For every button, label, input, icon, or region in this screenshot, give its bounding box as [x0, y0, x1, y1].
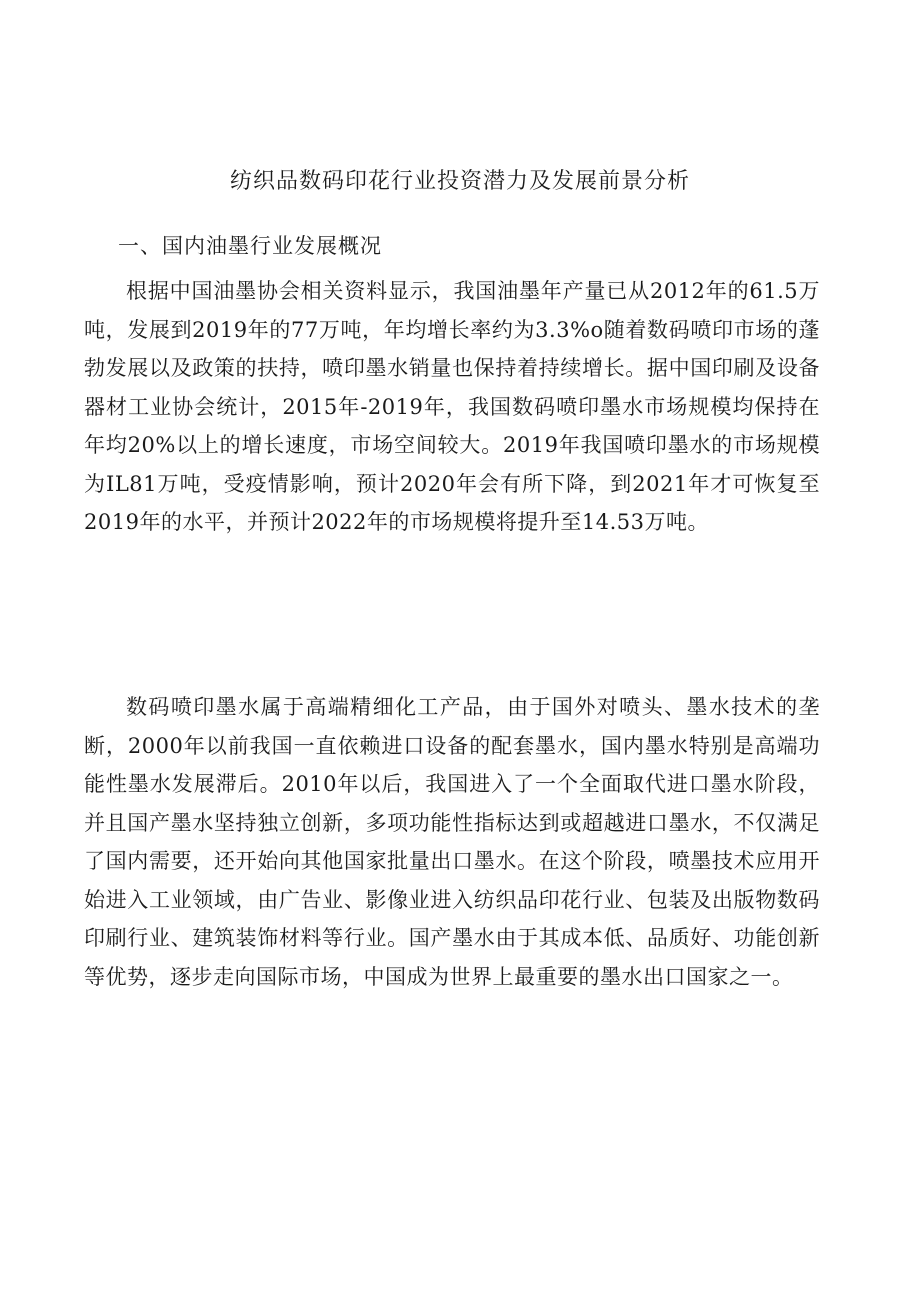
section-heading: 一、国内油墨行业发展概况: [118, 234, 382, 258]
document-title: 纺织品数码印花行业投资潜力及发展前景分析: [229, 169, 690, 194]
paragraph-ink-output: 根据中国油墨协会相关资料显示，我国油墨年产量已从2012年的61.5万吨，发展到2019年的77万吨，年均增长率约为3.3%o随着数码喷印市场的蓬勃发展以及政策的扶持，喷印墨水销量也保持着持续增长。据中国印刷及设备器材工业协会统计，2015年-2019年，我国数码喷印墨水市场规模均保持在年均20%以上的增长速度，市场空间较大。2019年我国喷印墨水的市场规模为IL81万吨，受疫情影响，预计2020年会有所下降，到2021年才可恢复至2019年的水平，并预计2022年的市场规模将提升至14.53万吨。: [84, 279, 820, 534]
paragraph-inkjet-development: 数码喷印墨水属于高端精细化工产品，由于国外对喷头、墨水技术的垄断，2000年以前我国一直依赖进口设备的配套墨水，国内墨水特别是高端功能性墨水发展滞后。2010年以后，我国进入了一个全面取代进口墨水阶段，并且国产墨水坚持独立创新，多项功能性指标达到或超越进口墨水，不仅满足了国内需要，还开始向其他国家批量出口墨水。在这个阶段，喷墨技术应用开始进入工业领域，由广告业、影像业进入纺织品印花行业、包装及出版物数码印刷行业、建筑装饰材料等行业。国产墨水由于其成本低、品质好、功能创新等优势，逐步走向国际市场，中国成为世界上最重要的墨水出口国家之一。: [84, 695, 820, 989]
